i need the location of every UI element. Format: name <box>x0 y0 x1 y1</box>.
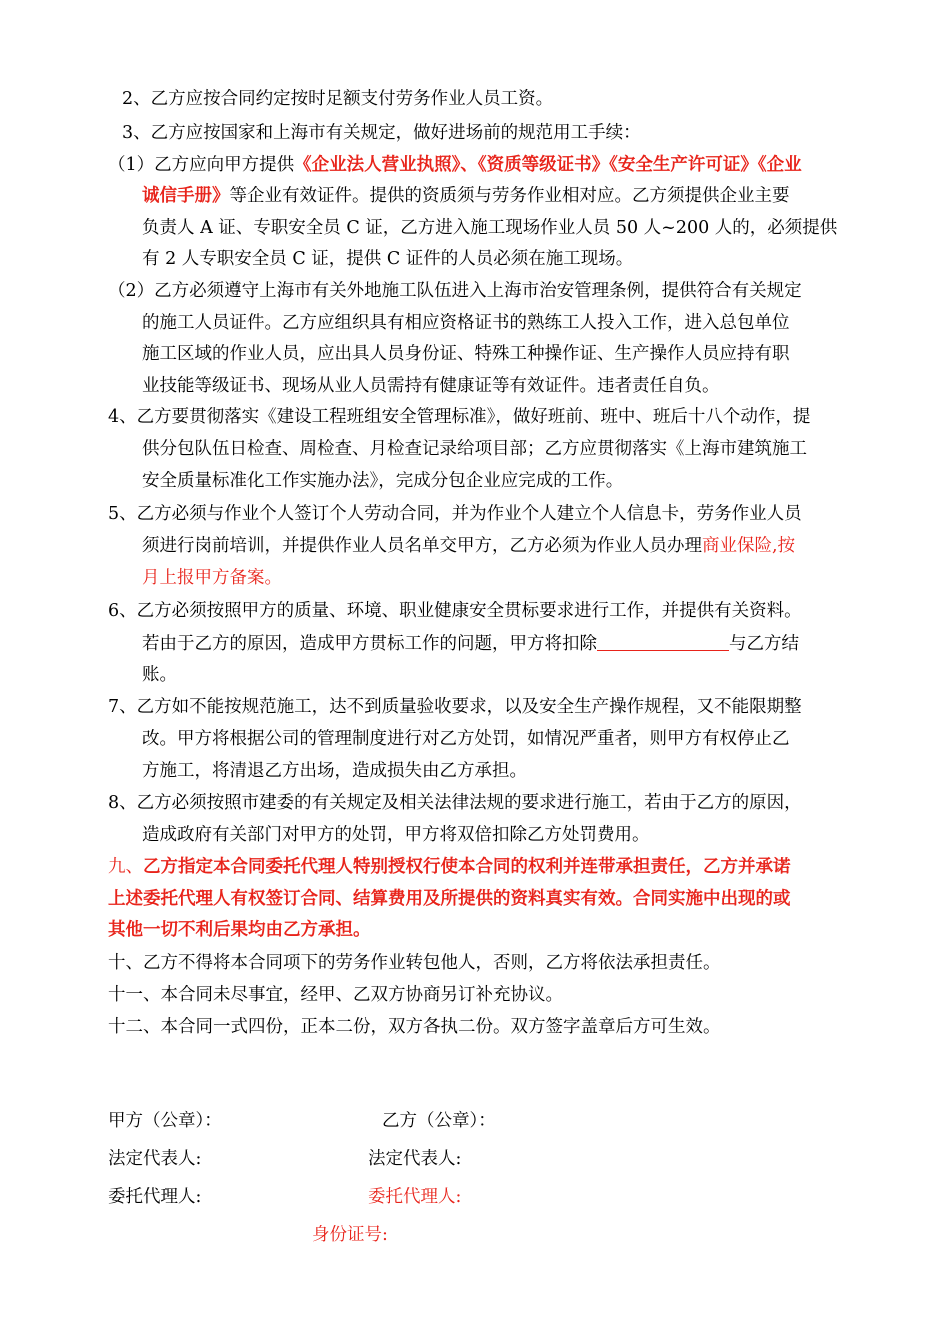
id-number-label: 身份证号: <box>312 1225 388 1245</box>
clause-3-2-line-2: 的施工人员证件。乙方应组织具有相应资格证书的熟练工人投入工作，进入总包单位 <box>142 313 790 333</box>
clause-3: 3、乙方应按国家和上海市有关规定，做好进场前的规范用工手续： <box>122 123 641 143</box>
clause-8-line-2: 造成政府有关部门对甲方的处罚，甲方将双倍扣除乙方处罚费用。 <box>142 825 650 845</box>
party-a-seal-label: 甲方（公章）： <box>108 1111 222 1131</box>
party-b-seal-label: 乙方（公章）： <box>382 1111 496 1131</box>
party-a-legal-rep-label: 法定代表人: <box>108 1149 202 1169</box>
clause-4-line-2: 供分包队伍日检查、周检查、月检查记录给项目部；乙方应贯彻落实《上海市建筑施工 <box>142 439 807 459</box>
clause-9-line-1: 九、乙方指定本合同委托代理人特别授权行使本合同的权利并连带承担责任，乙方并承诺 <box>108 857 791 877</box>
clause-3-1-line-2: 诚信手册》等企业有效证件。提供的资质须与劳务作业相对应。乙方须提供企业主要 <box>142 186 790 206</box>
clause-3-1-line-3: 负责人 A 证、专职安全员 C 证，乙方进入施工现场作业人员 50 人~200 人的，必须提供 <box>142 218 838 238</box>
clause-3-2-line-4: 业技能等级证书、现场从业人员需持有健康证等有效证件。违者责任自负。 <box>142 376 720 396</box>
clause-9-line-3: 其他一切不利后果均由乙方承担。 <box>108 920 371 940</box>
party-a-agent-label: 委托代理人: <box>108 1187 202 1207</box>
clause-6-line-1: 6、乙方必须按照甲方的质量、环境、职业健康安全贯标要求进行工作，并提供有关资料。 <box>108 601 802 621</box>
party-b-agent-label: 委托代理人: <box>368 1187 462 1207</box>
party-b-legal-rep-label: 法定代表人: <box>368 1149 462 1169</box>
clause-6-line-3: 账。 <box>142 665 177 685</box>
clause-10: 十、乙方不得将本合同项下的劳务作业转包他人，否则，乙方将依法承担责任。 <box>108 953 721 973</box>
clause-7-line-1: 7、乙方如不能按规范施工，达不到质量验收要求，以及安全生产操作规程，又不能限期整 <box>108 697 802 717</box>
clause-2: 2、乙方应按合同约定按时足额支付劳务作业人员工资。 <box>122 89 554 109</box>
clause-6-line-2: 若由于乙方的原因，造成甲方贯标工作的问题，甲方将扣除 与乙方结 <box>142 634 799 654</box>
clause-9-line-2: 上述委托代理人有权签订合同、结算费用及所提供的资料真实有效。合同实施中出现的或 <box>108 889 791 909</box>
clause-8-line-1: 8、乙方必须按照市建委的有关规定及相关法律法规的要求进行施工，若由于乙方的原因， <box>108 793 802 813</box>
clause-11: 十一、本合同未尽事宜，经甲、乙双方协商另订补充协议。 <box>108 985 563 1005</box>
clause-4-line-1: 4、乙方要贯彻落实《建设工程班组安全管理标准》，做好班前、班中、班后十八个动作，提 <box>108 407 811 427</box>
deduction-amount-blank[interactable] <box>597 632 729 651</box>
clause-4-line-3: 安全质量标准化工作实施办法》，完成分包企业应完成的工作。 <box>142 471 624 491</box>
clause-5-line-2: 须进行岗前培训，并提供作业人员名单交甲方，乙方必须为作业人员办理商业保险,按 <box>142 536 796 556</box>
clause-7-line-3: 方施工，将清退乙方出场，造成损失由乙方承担。 <box>142 761 527 781</box>
clause-7-line-2: 改。甲方将根据公司的管理制度进行对乙方处罚，如情况严重者，则甲方有权停止乙 <box>142 729 790 749</box>
clause-3-2-line-1: （2）乙方必须遵守上海市有关外地施工队伍进入上海市治安管理条例，提供符合有关规定 <box>108 281 802 301</box>
clause-5-line-3: 月上报甲方备案。 <box>142 568 282 588</box>
clause-12: 十二、本合同一式四份，正本二份，双方各执二份。双方签字盖章后方可生效。 <box>108 1017 721 1037</box>
clause-3-1-line-4: 有 2 人专职安全员 C 证，提供 C 证件的人员必须在施工现场。 <box>142 249 634 269</box>
clause-5-line-1: 5、乙方必须与作业个人签订个人劳动合同，并为作业个人建立个人信息卡，劳务作业人员 <box>108 504 802 524</box>
clause-3-1-line-1: （1）乙方应向甲方提供《企业法人营业执照》、《资质等级证书》《安全生产许可证》《企业 <box>108 155 802 175</box>
clause-3-2-line-3: 施工区域的作业人员，应出具人员身份证、特殊工种操作证、生产操作人员应持有职 <box>142 344 790 364</box>
